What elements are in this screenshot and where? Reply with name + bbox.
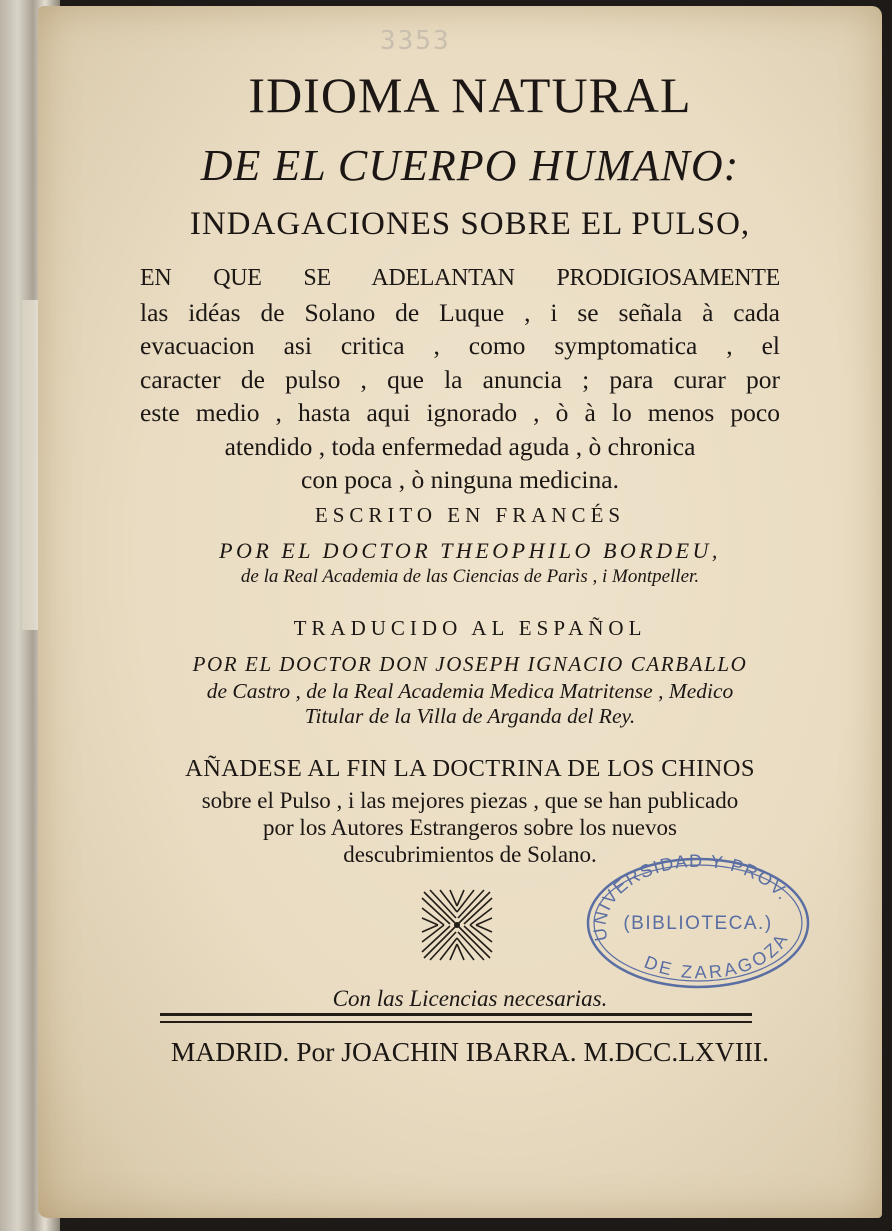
description-line: caracter de pulso , que la anuncia ; para curar por [140,364,780,394]
description-line: este medio , hasta aqui ignorado , ò à lo menos poco [140,398,780,427]
licences-line: Con las Licencias necesarias. [332,986,608,1011]
description-block [140,262,780,497]
stamp-center-text: (BIBLIOTECA.) [623,913,773,934]
stamp-top-text: UNIVERSIDAD Y PROV. [589,854,795,943]
description-line: las idéas de Solano de Luque , i se señala à cada [140,297,780,327]
library-shelf-mark: 3353 [380,26,451,56]
double-rule-bottom [160,1021,752,1023]
description-line: EN QUE SE ADELANTAN PRODIGIOSAMENTE [140,265,780,291]
author-line: POR EL DOCTOR THEOPHILO BORDEU, [219,538,721,563]
stamp-bottom-text: DE ZARAGOZA [641,928,793,983]
subtitle-pulse: INDAGACIONES SOBRE EL PULSO, [189,206,751,242]
subtitle-italic: DE EL CUERPO HUMANO: [200,141,740,190]
description-line: con poca , ò ninguna medicina. [301,465,619,494]
library-stamp [584,854,812,992]
appendix-heading: AÑADESE AL FIN LA DOCTRINA DE LOS CHINOS [185,755,755,782]
printers-ornament-icon [420,888,494,962]
author-affiliation: de la Real Academia de las Ciencias de Parìs , i Montpeller. [240,566,700,587]
appendix-line: sobre el Pulso , i las mejores piezas , que se han publicado [201,788,739,813]
translator-affiliation: de Castro , de la Real Academia Medica Matritense , Medico [206,679,734,703]
appendix-line: por los Autores Estrangeros sobre los nuevos [263,815,677,840]
description-line: evacuacion asi critica , como symptomatica , el [140,331,780,360]
translator-affiliation: Titular de la Villa de Arganda del Rey. [304,704,636,728]
imprint-line: MADRID. Por JOACHIN IBARRA. M.DCC.LXVIII. [170,1036,770,1067]
description-line: atendido , toda enfermedad aguda , ò chronica [224,431,696,461]
double-rule-top [160,1013,752,1016]
main-title: IDIOMA NATURAL [248,67,692,123]
svg-text:DE ZARAGOZA [642,928,793,982]
translator-line: POR EL DOCTOR DON JOSEPH IGNACIO CARBALLO [192,652,748,676]
written-heading: ESCRITO EN FRANCÉS [314,503,626,527]
translated-heading: TRADUCIDO AL ESPAÑOL [293,616,647,640]
appendix-line: descubrimientos de Solano. [343,842,597,867]
